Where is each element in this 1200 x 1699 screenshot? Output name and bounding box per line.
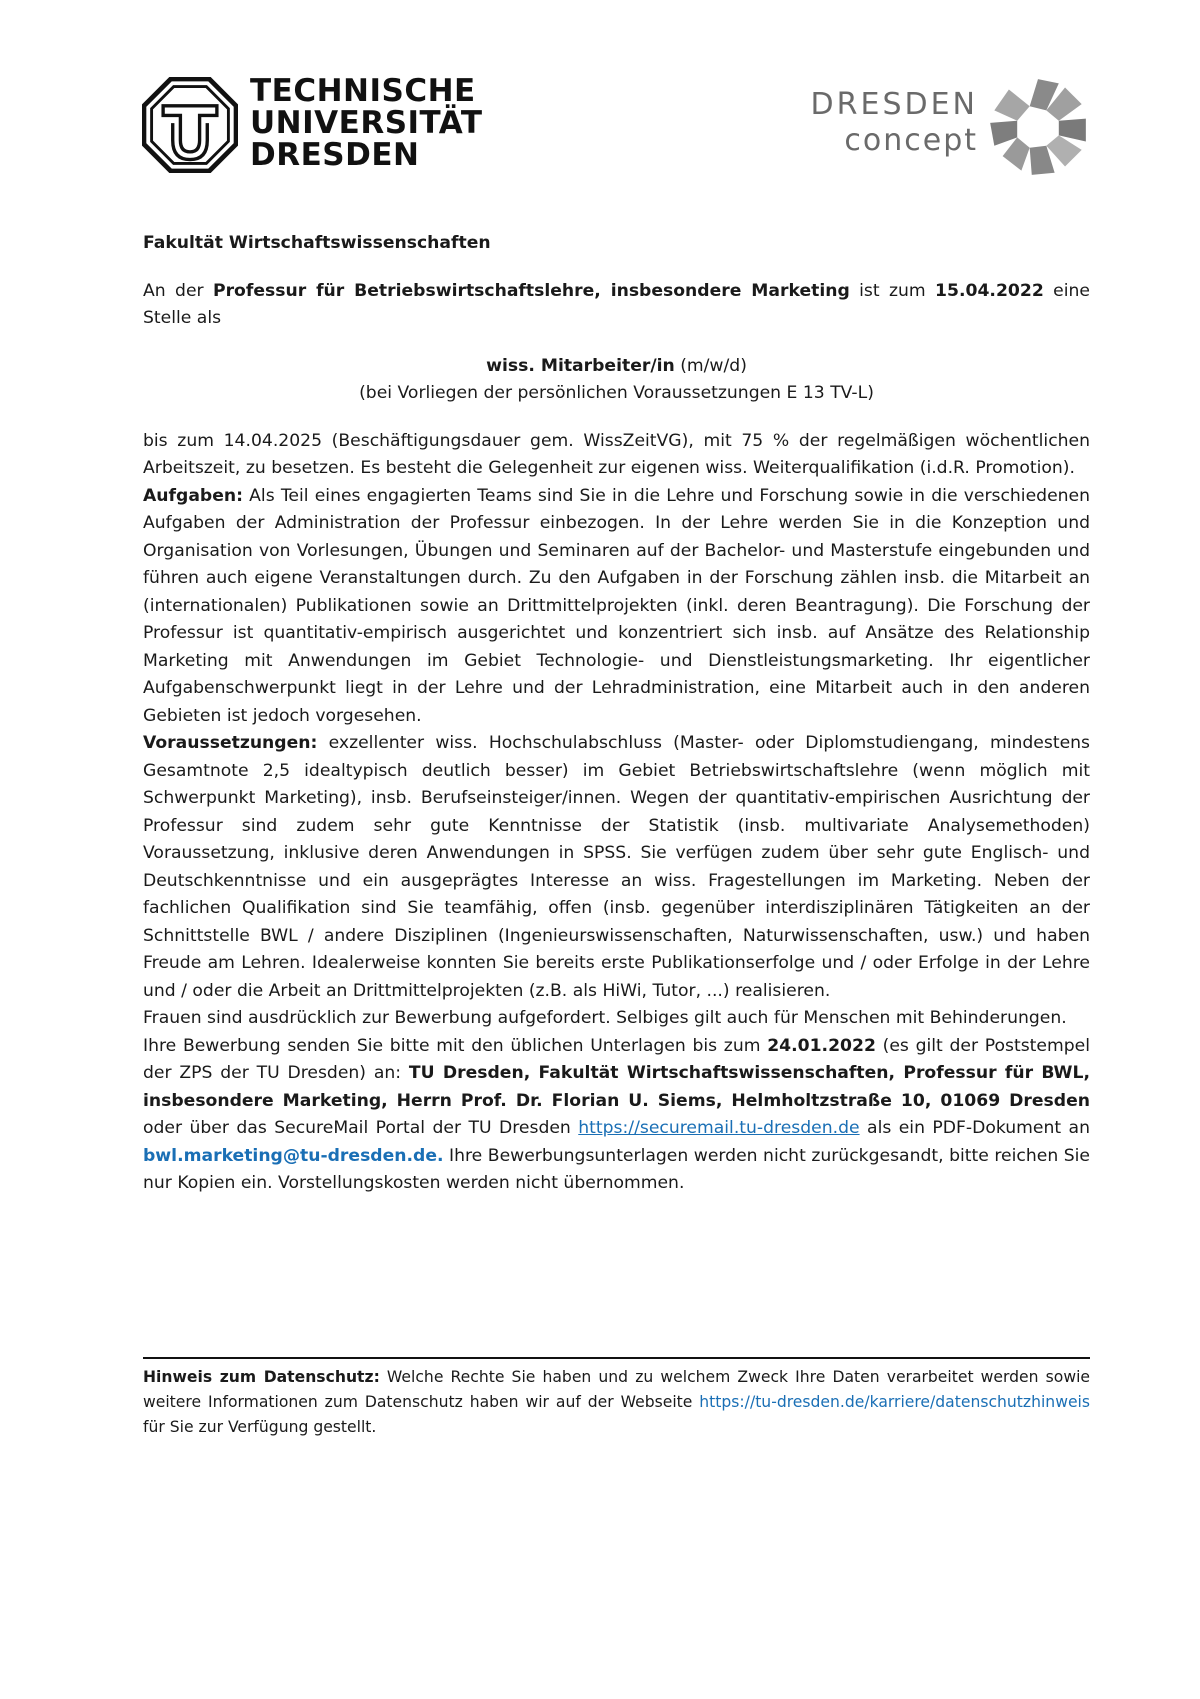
tu-wordmark-line3: DRESDEN: [250, 137, 420, 173]
application-address: TU Dresden, Fakultät Wirtschaftswissenschaften, Professur für BWL, insbesondere Marketing, Herrn Prof. Dr. Florian U. Siems, Helmholtzstraße 10, 01069 Dresden: [143, 1063, 1090, 1111]
application-text-2: (es gilt der Poststempel der ZPS der TU Dresden) an:: [143, 1035, 1090, 1083]
position-title: wiss. Mitarbeiter/in: [486, 355, 675, 376]
dc-wordmark-line1: DRESDEN: [810, 87, 978, 122]
securemail-link[interactable]: https://securemail.tu-dresden.de: [578, 1118, 860, 1138]
requirements-label: Voraussetzungen:: [143, 733, 318, 753]
aperture-icon: [986, 75, 1090, 179]
application-paragraph: [143, 1033, 1090, 1198]
application-text-5: Ihre Bewerbungsunterlagen werden nicht zurückgesandt, bitte reichen Sie nur Kopien ein. Vorstellungskosten werden nicht übernommen.: [143, 1145, 1090, 1193]
application-text-3: oder über das SecureMail Portal der TU Dresden: [143, 1118, 579, 1138]
application-text-1: Ihre Bewerbung senden Sie bitte mit den üblichen Unterlagen bis zum: [143, 1035, 768, 1056]
position-pay-grade: (bei Vorliegen der persönlichen Voraussetzungen E 13 TV-L): [359, 383, 874, 403]
privacy-label: Hinweis zum Datenschutz:: [143, 1368, 380, 1386]
tu-dresden-logo: [142, 73, 483, 177]
faculty-heading: Fakultät Wirtschaftswissenschaften: [143, 233, 491, 253]
dresden-concept-wordmark: [811, 87, 978, 159]
privacy-link[interactable]: https://tu-dresden.de/karriere/datenschutzhinweis: [699, 1393, 1090, 1411]
dresden-concept-logo: [810, 75, 1090, 185]
posting-body: [143, 230, 1090, 1198]
equality-paragraph: Frauen sind ausdrücklich zur Bewerbung aufgefordert. Selbiges gilt auch für Menschen mit Behinderungen.: [143, 1008, 1067, 1028]
dc-wordmark-line2: concept: [844, 123, 978, 158]
intro-text-2: ist zum: [849, 280, 936, 301]
application-text-4: als ein PDF-Dokument an: [859, 1118, 1090, 1138]
tasks-paragraph: [143, 483, 1090, 731]
duration-paragraph: bis zum 14.04.2025 (Beschäftigungsdauer gem. WissZeitVG), mit 75 % der regelmäßigen wöchentlichen Arbeitszeit, zu besetzen. Es besteht die Gelegenheit zur eigenen wiss. Weiterqualifikation (i.d.R. Promotion).: [143, 430, 1090, 478]
chair-name: Professur für Betriebswirtschaftslehre, insbesondere Marketing: [212, 280, 850, 301]
application-deadline: 24.01.2022: [767, 1035, 876, 1056]
start-date: 15.04.2022: [935, 280, 1044, 301]
requirements-text: exzellenter wiss. Hochschulabschluss (Master- oder Diplomstudiengang, mindestens Gesamtnote 2,5 idealtypisch deutlich besser) im Gebiet Betriebswirtschaftslehre (wenn möglich mit Schwerpunkt Marketing), insb. Berufseinsteiger/innen. Wegen der quantitativ-empirischen Ausrichtung der Professur sind zudem sehr gute Kenntnisse der Statistik (insb. multivariate Analysemethoden) Voraussetzung, inklusive deren Anwendungen in SPSS. Sie verfügen zudem über sehr gute Englisch- und Deutschkenntnisse und ein ausgeprägtes Interesse an wiss. Fragestellungen im Marketing. Neben der fachlichen Qualifikation sind Sie teamfähig, offen (insb. gegenüber interdisziplinären Tätigkeiten an der Schnittstelle BWL / andere Disziplinen (Ingenieurswissenschaften, Naturwissenschaften, usw.) und haben Freude am Lehren. Idealerweise konnten Sie bereits erste Publikationserfolge und / oder Erfolge in der Lehre und / oder die Arbeit an Drittmittelprojekten (z.B. als HiWi, Tutor, ...) realisieren.: [143, 733, 1090, 1001]
tu-wordmark: [250, 75, 483, 171]
position-title-line: [143, 353, 1090, 381]
privacy-notice: [143, 1357, 1090, 1440]
position-block: [143, 353, 1090, 408]
requirements-paragraph: [143, 730, 1090, 1005]
tu-wordmark-line2: UNIVERSITÄT: [250, 105, 483, 141]
intro-text-3: eine Stelle als: [143, 280, 1090, 328]
tasks-text: Als Teil eines engagierten Teams sind Sie in die Lehre und Forschung sowie in die verschiedenen Aufgaben der Administration der Professur einbezogen. In der Lehre werden Sie in die Konzeption und Organisation von Vorlesungen, Übungen und Seminaren auf der Bachelor- und Masterstufe eingebunden und führen auch eigene Veranstaltungen durch. Zu den Aufgaben in der Forschung zählen insb. die Mitarbeit an (internationalen) Publikationen sowie an Drittmittelprojekten (inkl. deren Beantragung). Die Forschung der Professur ist quantitativ-empirisch ausgerichtet und konzentriert sich insb. auf Ansätze des Relationship Marketing mit Anwendungen im Gebiet Technologie- und Dienstleistungsmarketing. Ihr eigentlicher Aufgabenschwerpunkt liegt in der Lehre und der Lehradministration, eine Mitarbeit auch in den anderen Gebieten ist jedoch vorgesehen.: [143, 485, 1090, 726]
position-gender-suffix: (m/w/d): [674, 355, 747, 376]
intro-paragraph: [143, 278, 1090, 333]
tu-emblem-icon: [142, 77, 238, 173]
application-email-link[interactable]: bwl.marketing@tu-dresden.de.: [143, 1145, 444, 1166]
tasks-label: Aufgaben:: [143, 485, 243, 506]
tu-wordmark-line1: TECHNISCHE: [250, 73, 476, 109]
privacy-text-1: Welche Rechte Sie haben und zu welchem Zweck Ihre Daten verarbeitet werden sowie weitere Informationen zum Datenschutz haben wir auf der Webseite: [143, 1368, 1091, 1411]
intro-text-1: An der: [143, 280, 213, 301]
privacy-text-2: für Sie zur Verfügung gestellt.: [143, 1418, 377, 1436]
